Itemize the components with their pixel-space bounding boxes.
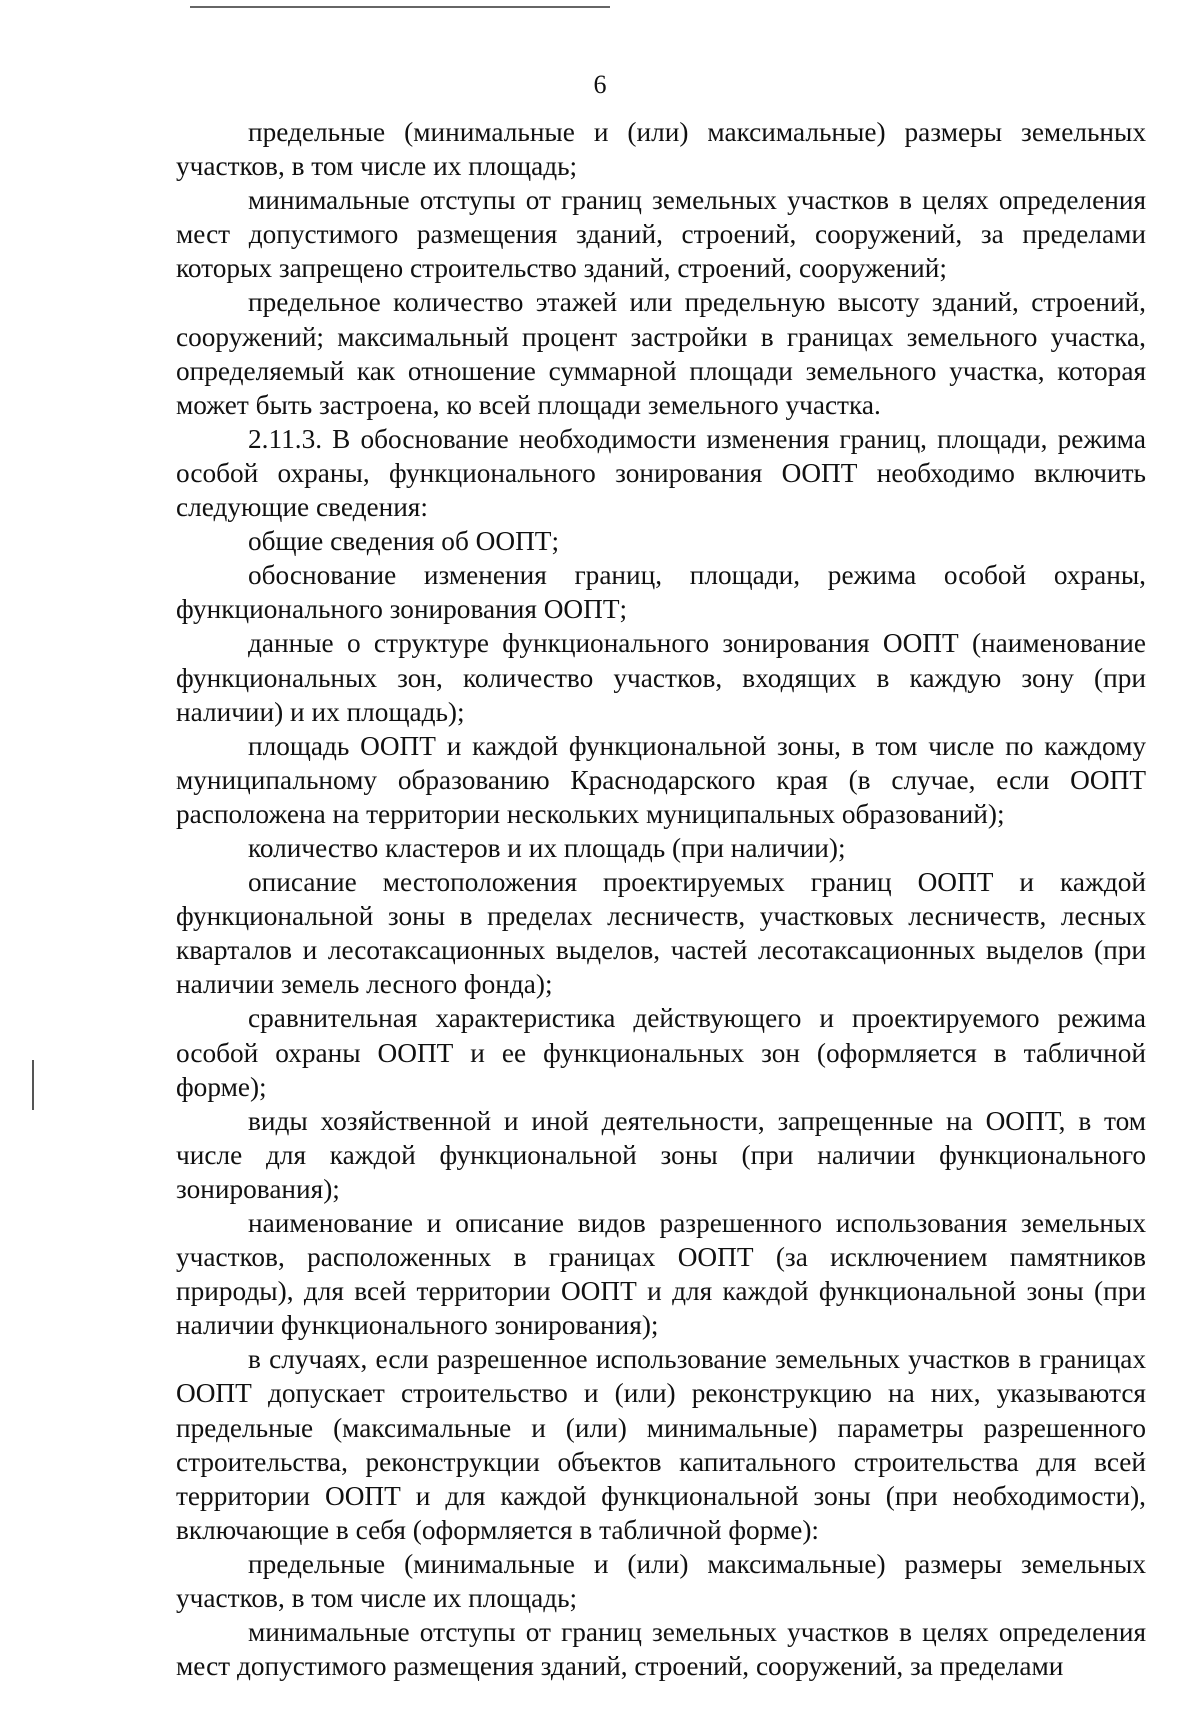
paragraph: предельные (минимальные и (или) максимальные) размеры земельных участков, в том числе их площадь; — [176, 1548, 1146, 1614]
paragraph: предельные (минимальные и (или) максимальные) размеры земельных участков, в том числе их площадь; — [176, 117, 1146, 182]
paragraph: минимальные отступы от границ земельных участков в целях определения мест допустимого размещения зданий, строений, сооружений, за пределами которых запрещено строительство зданий, строений, сооружений; — [176, 185, 1146, 284]
paragraph: площадь ООПТ и каждой функциональной зоны, в том числе по каждому муниципальному образованию Краснодарского края (в случае, если ООПТ расположена на территории нескольких муниципальных образований); — [176, 730, 1146, 829]
paragraph: общие сведения об ООПТ; — [248, 526, 560, 557]
paragraph: сравнительная характеристика действующего и проектируемого режима особой охраны ООПТ и ее функциональных зон (оформляется в табличной форме); — [176, 1003, 1146, 1102]
paragraph: количество кластеров и их площадь (при наличии); — [248, 832, 846, 863]
paragraph: 2.11.3. В обоснование необходимости изменения границ, площади, режима особой охраны, функционального зонирования ООПТ необходимо включить следующие сведения: — [176, 423, 1146, 523]
paragraph: обоснование изменения границ, площади, режима особой охраны, функционального зонирования ООПТ; — [176, 560, 1146, 625]
paragraph: виды хозяйственной и иной деятельности, запрещенные на ООПТ, в том числе для каждой функциональной зоны (при наличии функционального зонирования); — [176, 1105, 1146, 1204]
paragraph: наименование и описание видов разрешенного использования земельных участков, расположенных в границах ООПТ (за исключением памятников природы), для всей территории ООПТ и для каждой функциональной зоны (при наличии функционального зонирования); — [176, 1208, 1146, 1341]
paragraph: данные о структуре функционального зонирования ООПТ (наименование функциональных зон, количество участков, входящих в каждую зону (при наличии) и их площадь); — [176, 628, 1146, 727]
paragraph: в случаях, если разрешенное использование земельных участков в границах ООПТ допускает строительство и (или) реконструкцию на них, указываются предельные (максимальные и (или) минимальные) параметры разрешенного строительства, реконструкции объектов капитального строительства для всей территории ООПТ и для каждой функциональной зоны (при необходимости), включающие в себя (оформляется в табличной форме): — [176, 1344, 1146, 1545]
paragraph: минимальные отступы от границ земельных участков в целях определения мест допустимого размещения зданий, строений, сооружений, за пределами — [176, 1617, 1146, 1682]
paragraph: предельное количество этажей или предельную высоту зданий, строений, сооружений; максимальный процент застройки в границах земельного участка, определяемый как отношение суммарной площади земельного участка, которая может быть застроена, ко всей площади земельного участка. — [176, 287, 1146, 420]
margin-mark — [32, 1060, 34, 1110]
page-number: 6 — [593, 70, 607, 99]
document-text — [176, 115, 1146, 1683]
paragraph: описание местоположения проектируемых границ ООПТ и каждой функциональной зоны в пределах лесничеств, участковых лесничеств, лесных кварталов и лесотаксационных выделов, частей лесотаксационных выделов (при наличии земель лесного фонда); — [176, 867, 1146, 1000]
top-rule — [190, 6, 610, 8]
